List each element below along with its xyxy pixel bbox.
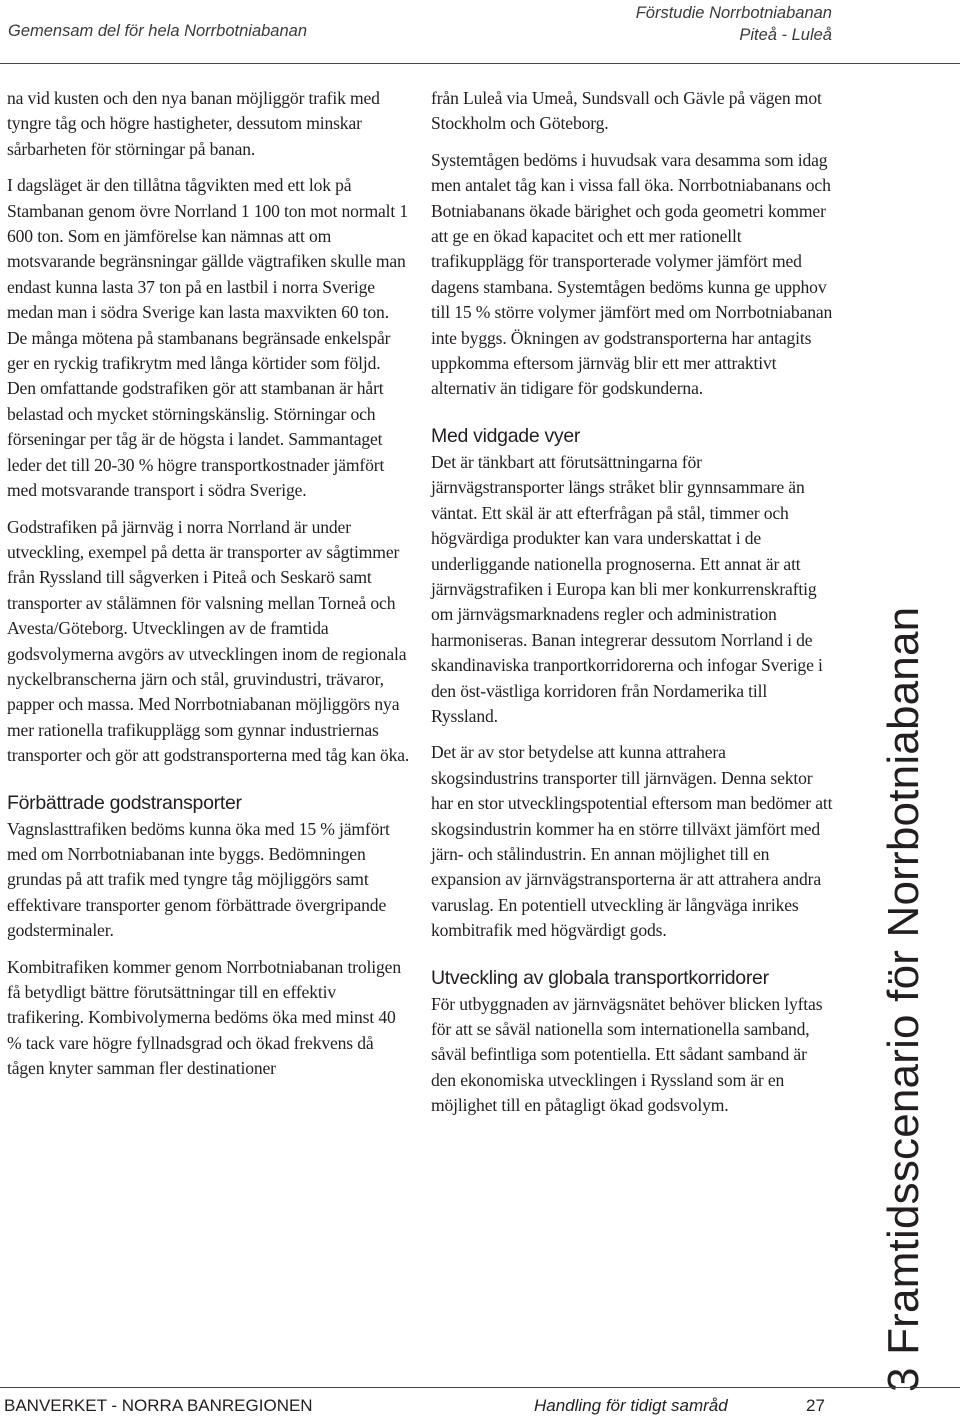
paragraph: För utbyggnaden av järnvägsnätet behöver blicken lyftas för att se såväl nationella som internationella samband, såväl befintliga som potentiella. Ett sådant samband är den ekonomiska utvecklingen i Ryssland som är en möjlighet till en påtagligt ökad godsvolym. [431, 993, 823, 1116]
section-heading: Med vidgade vyer [431, 424, 581, 447]
paragraph: Kombitrafiken kommer genom Norrbotniabanan troligen få betydligt bättre förutsättningar till en effektiv trafikering. Kombivolymerna bedöms öka med minst 40 % tack vare högre fyllnadsgrad och ökad frekvens då tågen knyter samman fler destinationer [7, 956, 401, 1079]
paragraph: Godstrafiken på järnväg i norra Norrland är under utveckling, exempel på detta är transporter av sågtimmer från Ryssland till sågverken i Piteå och Seskarö samt transporter av stålämnen för valsning mellan Torneå och Avesta/Göteborg. Utvecklingen av de framtida godsvolymerna avgörs av utvecklingen inom de regionala nyckelbranscherna järn och stål, gruvindustri, trävaror, papper och massa. Med Norrbotniabanan möjliggörs nya mer rationella trafikupplägg som gynnar industriernas transporter och gör att godstransporterna med tåg kan öka. [7, 516, 410, 766]
header-document-title: Förstudie Norrbotniabanan [635, 4, 832, 22]
section-heading: Utveckling av globala transportkorridorer [431, 966, 769, 989]
right-text-column [431, 86, 834, 1119]
paragraph: Vagnslasttrafiken bedöms kunna öka med 15 % jämfört med om Norrbotniabanan inte byggs. Bedömningen grundas på att trafik med tyngre tåg möjliggörs samt effektivare transporter genom förbättrade övergripande godsterminaler. [7, 818, 390, 941]
footer-organization: BANVERKET - NORRA BANREGIONEN [4, 1396, 313, 1415]
header-rule [0, 63, 960, 64]
footer-document-status: Handling för tidigt samråd [534, 1396, 728, 1415]
chapter-side-title: 3 Framtidsscenario för Norrbotniabanan [879, 606, 928, 1392]
paragraph: I dagsläget är den tillåtna tågvikten med ett lok på Stambanan genom övre Norrland 1 100 ton mot normalt 1 600 ton. Som en jämförelse kan nämnas att om motsvarande begränsningar gällde vägtrafiken skulle man endast kunna lasta 37 ton på en lastbil i norra Sverige medan man i södra Sverige kan lasta maxvikten 60 ton. De många mötena på stambanans begränsade enkelspår ger en ryckig trafikrytm med långa körtider som följd. Den omfattande godstrafiken gör att stambanan är hårt belastad och mycket störningskänslig. Störningar och förseningar per tåg är de högsta i landet. Sammantaget leder det till 20-30 % högre transportkostnader jämfört med motsvarande transport i södra Sverige. [7, 175, 409, 501]
section-heading: Förbättrade godstransporter [7, 791, 242, 814]
paragraph: Det är tänkbart att förutsättningarna för järnvägstransporter längs stråket blir gynnsammare än väntat. Ett skäl är att efterfrågan på stål, timmer och högvärdiga produkter kan vara underskattat i de underliggande nationella prognoserna. Ett annat är att järnvägstrafiken i Europa kan bli mer konkurrenskraftig om järnvägsmarknadens regler och administration harmoniseras. Banan integrerar dessutom Norrland i de skandinaviska tranportkorridorerna och infogar Sverige i den öst-västliga korridoren från Nordamerika till Ryssland. [431, 451, 823, 726]
left-text-column [7, 86, 410, 1082]
running-header-left: Gemensam del för hela Norrbotniabanan [8, 22, 308, 40]
paragraph: Det är av stor betydelse att kunna attrahera skogsindustrins transporter till järnvägen. Denna sektor har en stor utvecklingspotential eftersom man bedömer att skogsindustrin kommer ha en större tillväxt jämfört med järn- och stålindustrin. En annan möjlighet till en expansion av järnvägstransporterna är att attrahera andra varuslag. En potentiell utveckling är långväga inrikes kombitrafik med högvärdigt gods. [431, 742, 833, 941]
paragraph: från Luleå via Umeå, Sundsvall och Gävle på vägen mot Stockholm och Göteborg. [431, 88, 822, 134]
running-header-right [636, 2, 832, 46]
header-section-name: Piteå - Luleå [739, 26, 832, 44]
paragraph: na vid kusten och den nya banan möjliggör trafik med tyngre tåg och högre hastigheter, dessutom minskar sårbarheten för störningar på banan. [7, 88, 380, 159]
page-number: 27 [806, 1396, 825, 1415]
footer-rule [0, 1387, 960, 1388]
paragraph: Systemtågen bedöms i huvudsak vara desamma som idag men antalet tåg kan i vissa fall öka. Norrbotniabanans och Botniabanans ökade bärighet och goda geometri kommer att ge en ökad kapacitet och ett mer rationellt trafikupplägg för transporterade volymer jämfört med dagens stambana. Systemtågen bedöms kunna ge upphov till 15 % större volymer jämfört med om Norrbotniabanan inte byggs. Ökningen av godstransporterna har antagits uppkomma eftersom järnväg blir ett mer attraktivt alternativ än tidigare för godskunderna. [431, 149, 833, 399]
